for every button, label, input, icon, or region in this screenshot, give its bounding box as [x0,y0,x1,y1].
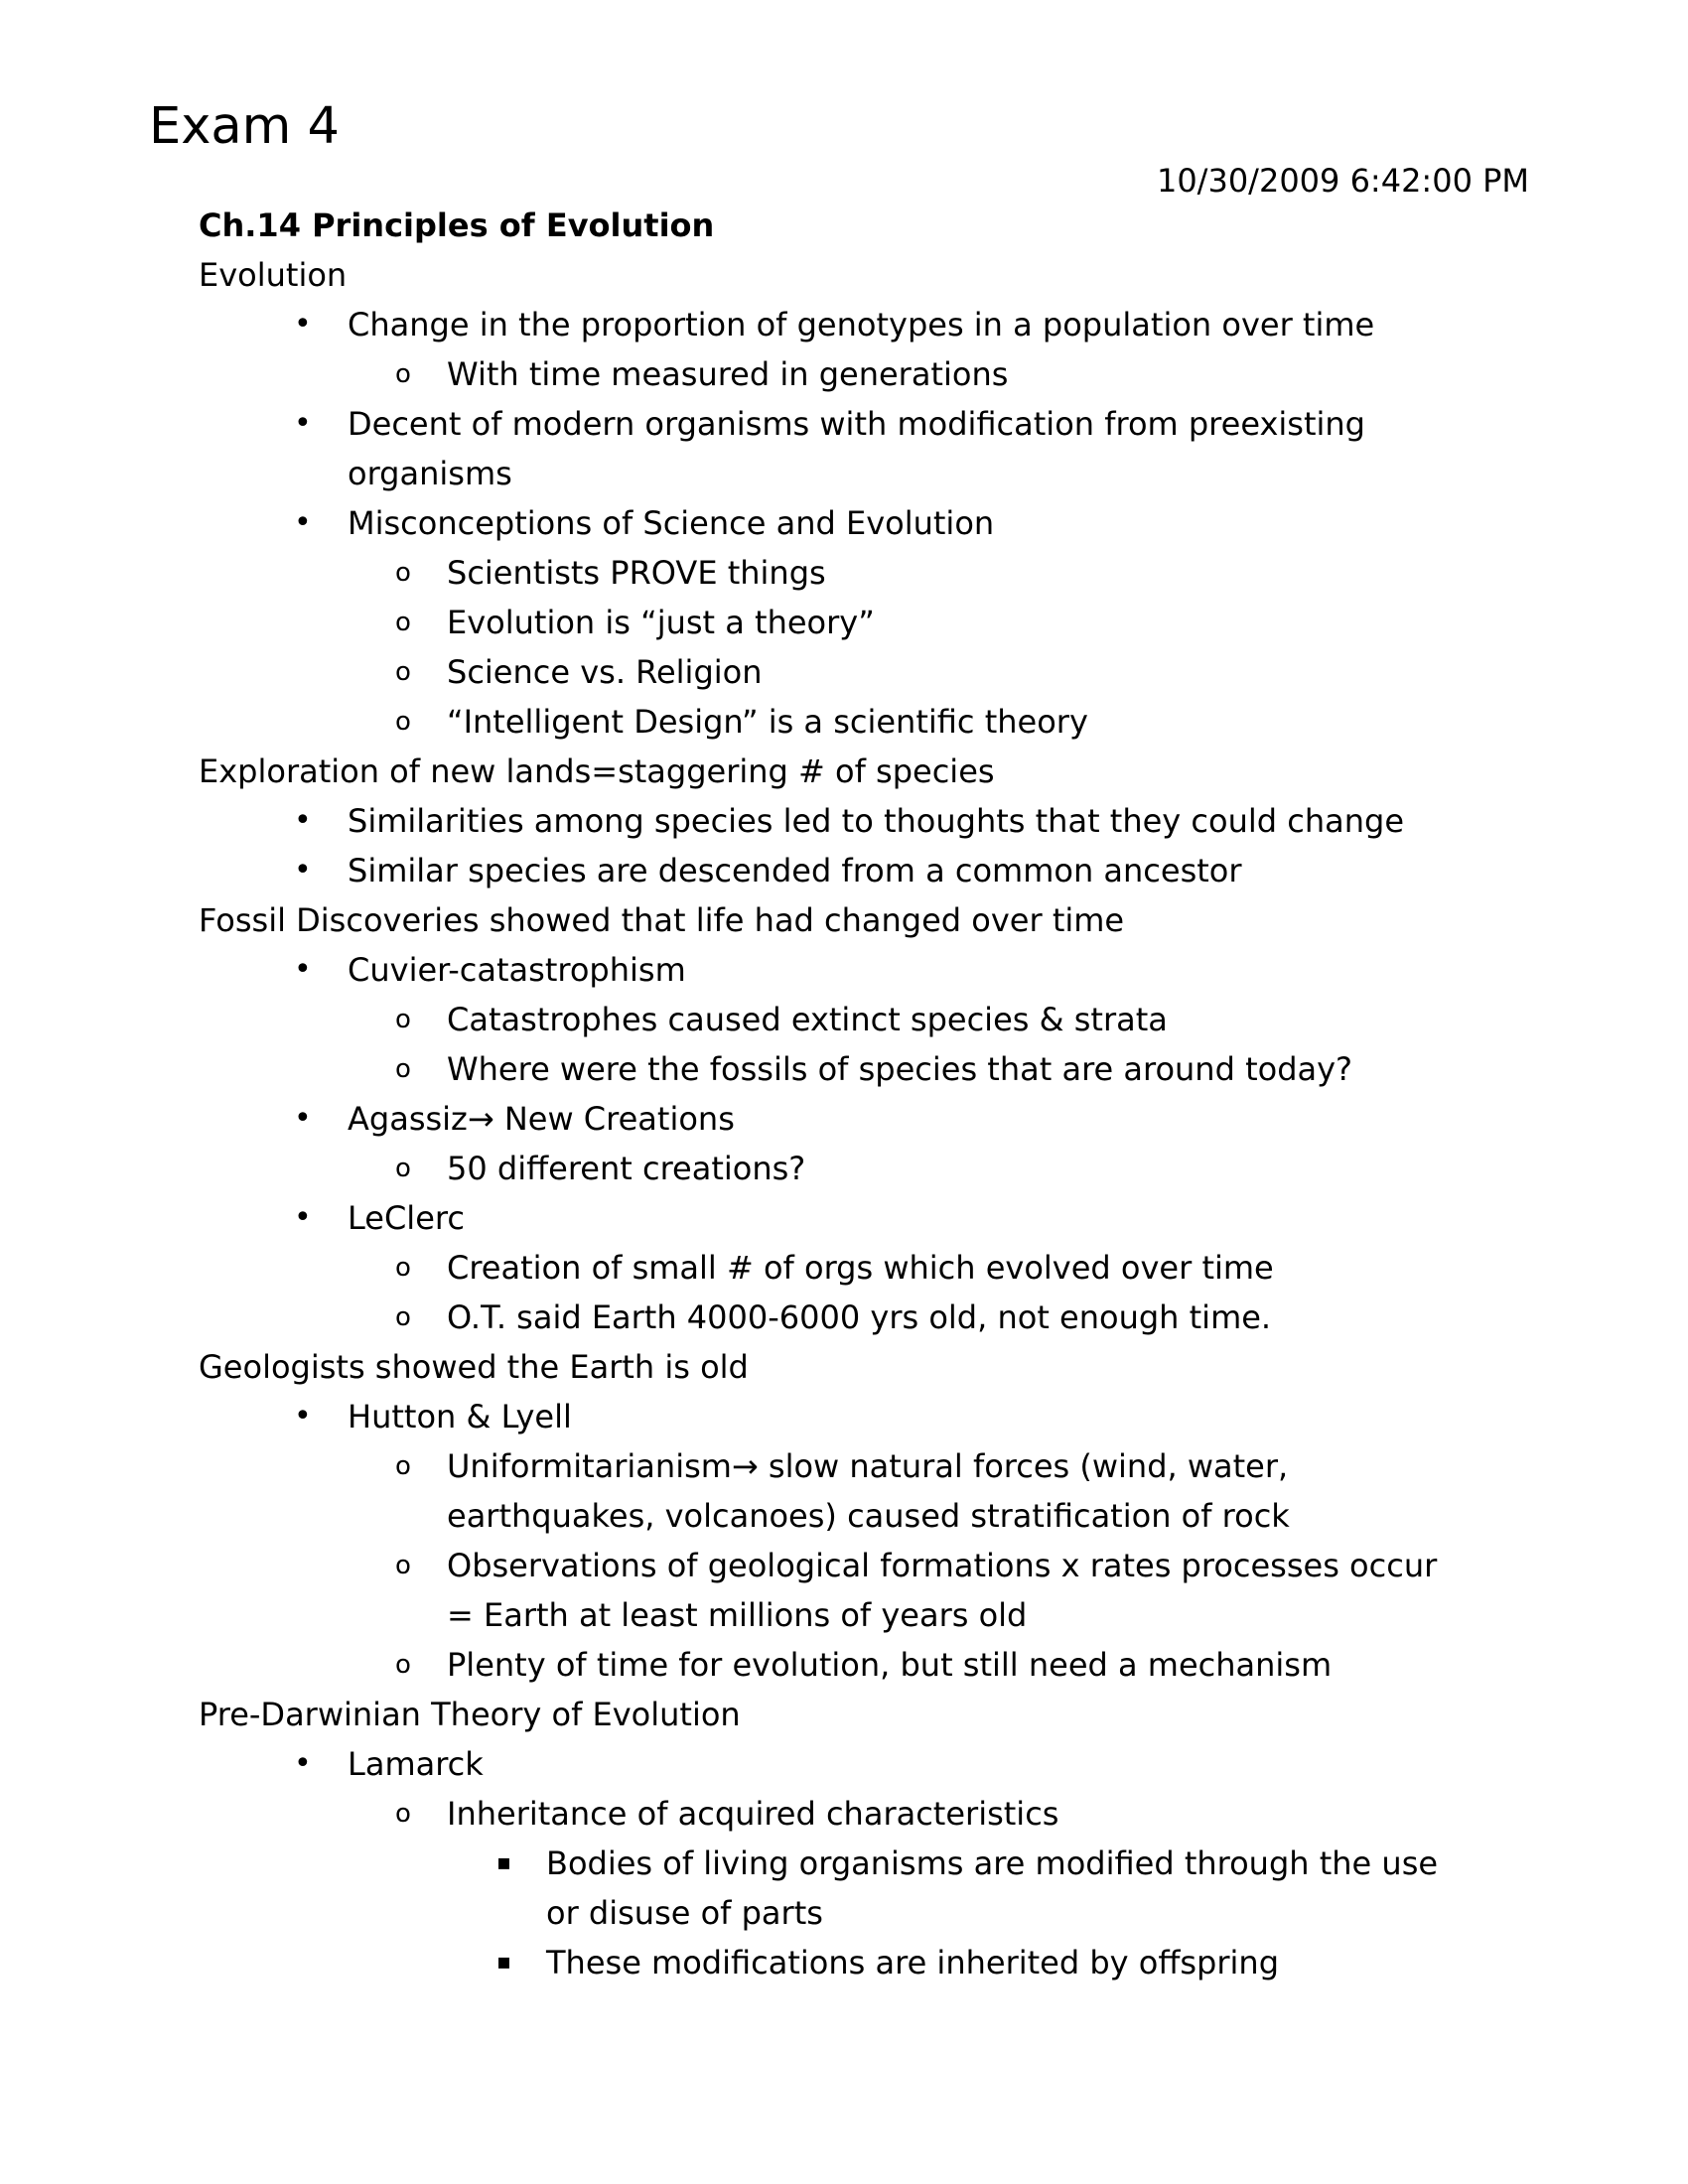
list-item: • Change in the proportion of genotypes in a population over time [199,300,1529,349]
list-item-continuation: organisms [348,455,512,492]
section-heading: Fossil Discoveries showed that life had changed over time [199,901,1125,939]
list-item: o 50 different creations? [199,1144,1529,1193]
square-bullet-icon: ▪ [496,1950,511,1975]
bullet-icon: • [294,952,312,987]
bullet-icon: • [294,1101,312,1136]
list-item: • Lamarck [199,1739,1529,1789]
section-heading: Geologists showed the Earth is old [199,1348,749,1386]
notes-content [199,201,1529,1987]
circle-bullet-icon: o [395,1054,411,1084]
bullet-icon: • [294,406,312,441]
list-item: o Uniformitarianism→ slow natural forces (wind, water, [199,1441,1529,1491]
circle-bullet-icon: o [395,1154,411,1183]
section-heading: Exploration of new lands=staggering # of species [199,752,995,790]
list-item: • LeClerc [199,1193,1529,1243]
circle-bullet-icon: o [395,1253,411,1283]
bullet-icon: • [294,1200,312,1235]
section-heading: Pre-Darwinian Theory of Evolution [199,1696,741,1733]
list-item: • Similarities among species led to thoughts that they could change [199,796,1529,846]
list-item: • Cuvier-catastrophism [199,945,1529,995]
list-item: o Scientists PROVE things [199,548,1529,598]
circle-bullet-icon: o [395,558,411,588]
list-item: • Decent of modern organisms with modification from preexisting [199,399,1529,449]
circle-bullet-icon: o [395,1302,411,1332]
list-item: o Where were the fossils of species that are around today? [199,1044,1529,1094]
circle-bullet-icon: o [395,707,411,737]
circle-bullet-icon: o [395,1451,411,1481]
circle-bullet-icon: o [395,608,411,637]
circle-bullet-icon: o [395,1799,411,1829]
square-bullet-icon: ▪ [496,1850,511,1875]
chapter-heading: Ch.14 Principles of Evolution [199,206,715,244]
list-item: o O.T. said Earth 4000-6000 yrs old, not enough time. [199,1293,1529,1342]
list-item: o Plenty of time for evolution, but still need a mechanism [199,1640,1529,1690]
list-item: o Creation of small # of orgs which evolved over time [199,1243,1529,1293]
bullet-icon: • [294,307,312,341]
circle-bullet-icon: o [395,1650,411,1680]
bullet-icon: • [294,803,312,838]
bullet-icon: • [294,1746,312,1781]
bullet-icon: • [294,1399,312,1433]
timestamp: 10/30/2009 6:42:00 PM [1156,162,1529,200]
list-item: • Similar species are descended from a common ancestor [199,846,1529,895]
list-item: • Hutton & Lyell [199,1392,1529,1441]
circle-bullet-icon: o [395,1551,411,1580]
list-item: o Observations of geological formations x rates processes occur [199,1541,1529,1590]
list-item: o Science vs. Religion [199,647,1529,697]
list-item: o With time measured in generations [199,349,1529,399]
list-item-continuation: or disuse of parts [546,1894,823,1932]
list-item: • Agassiz→ New Creations [199,1094,1529,1144]
circle-bullet-icon: o [395,1005,411,1034]
page-title: Exam 4 [149,97,340,156]
list-item: o Catastrophes caused extinct species & strata [199,995,1529,1044]
circle-bullet-icon: o [395,359,411,389]
list-item: ▪ Bodies of living organisms are modified through the use [199,1839,1529,1888]
list-item: o Evolution is “just a theory” [199,598,1529,647]
bullet-icon: • [294,853,312,887]
list-item-continuation: = Earth at least millions of years old [447,1596,1028,1634]
section-heading: Evolution [199,256,348,294]
bullet-icon: • [294,505,312,540]
circle-bullet-icon: o [395,657,411,687]
list-item: ▪ These modifications are inherited by offspring [199,1938,1529,1987]
list-item: o Inheritance of acquired characteristics [199,1789,1529,1839]
list-item: • Misconceptions of Science and Evolution [199,498,1529,548]
list-item-continuation: earthquakes, volcanoes) caused stratification of rock [447,1497,1290,1535]
list-item: o “Intelligent Design” is a scientific theory [199,697,1529,747]
